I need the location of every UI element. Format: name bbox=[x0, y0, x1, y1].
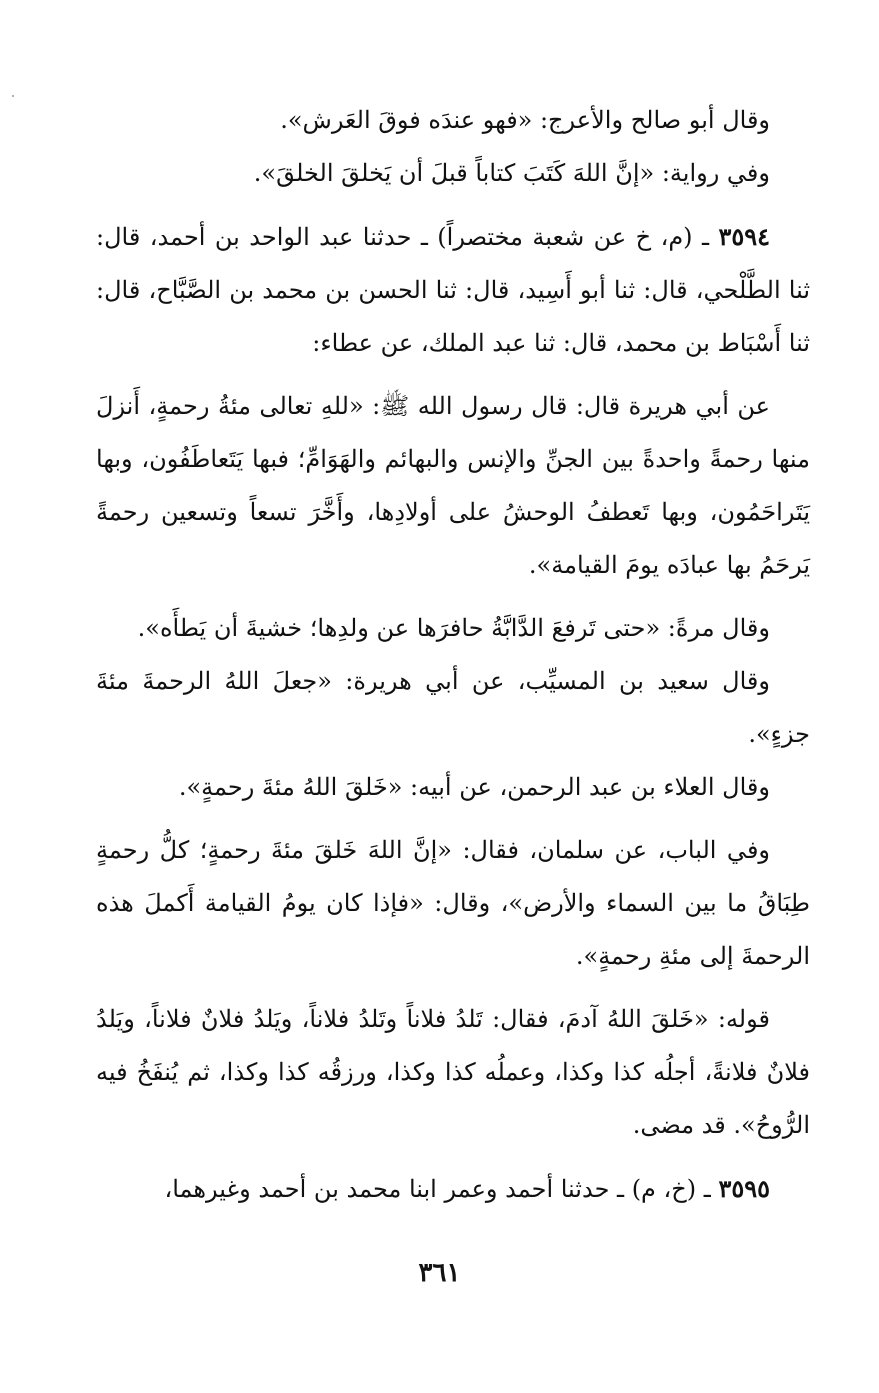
page-number: ٣٦١ bbox=[418, 1258, 461, 1288]
main-text bbox=[96, 94, 810, 1216]
paragraph-abu-salih: وقال أبو صالح والأعرج: «فهو عندَه فوقَ العَرش». bbox=[280, 106, 770, 134]
hadith-number: ٣٥٩٥ bbox=[718, 1174, 770, 1203]
hadith-isnad-text: ـ (خ، م) ـ حدثنا أحمد وعمر ابنا محمد بن أحمد وغيرهما، bbox=[164, 1175, 719, 1203]
paragraph-alaa: وقال العلاء بن عبد الرحمن، عن أبيه: «خَلقَ اللهُ مئةَ رحمةٍ». bbox=[178, 773, 770, 801]
paragraph-ibn-musayyab: وقال سعيد بن المسيِّب، عن أبي هريرة: «جعلَ اللهُ الرحمةَ مئةَ جزءٍ». bbox=[96, 667, 810, 748]
hadith-3595-isnad bbox=[96, 1162, 810, 1216]
hadith-3594-matn: عن أبي هريرة قال: قال رسول الله ﷺ: «للهِ تعالى مئةُ رحمةٍ، أَنزلَ منها رحمةً واحدةً بين الجنِّ والإنس والبهائم والهَوَامِّ؛ فبها يَتَعاطَفُون، وبها يَتَراحَمُون، وبها تَعطفُ الوحشُ على أولادِها، وأَخَّرَ تسعاً وتسعين رحمةً يَرحَمُ بها عبادَه يومَ القيامة». bbox=[96, 392, 811, 579]
paragraph-qawluh: قوله: «خَلقَ اللهُ آدمَ، فقال: تَلدُ فلاناً وتَلدُ فلاناً، ويَلدُ فلانٌ فلاناً، ويَلدُ فلانٌ فلانةً، أجلُه كذا وكذا، وعملُه كذا وكذا، ورزقُه كذا وكذا، ثم يُنفَخُ فيه الرُّوحُ». قد مضى. bbox=[96, 1005, 810, 1139]
paragraph-riwaya: وفي رواية: «إنَّ اللهَ كَتَبَ كتاباً قبلَ أن يَخلقَ الخلقَ». bbox=[253, 159, 770, 187]
paragraph-salman: وفي الباب، عن سلمان، فقال: «إنَّ اللهَ خَلقَ مئةَ رحمةٍ؛ كلُّ رحمةٍ طِبَاقُ ما بين السماء والأرض»، وقال: «فإذا كان يومُ القيامة أَكملَ هذه الرحمةَ إلى مئةِ رحمةٍ». bbox=[96, 836, 810, 970]
hadith-3594-isnad bbox=[96, 210, 810, 370]
hadith-number: ٣٥٩٤ bbox=[718, 222, 770, 251]
paragraph-marra: وقال مرةً: «حتى تَرفعَ الدَّابَّةُ حافرَها عن ولدِها؛ خشيةَ أن يَطأَه». bbox=[137, 614, 770, 642]
hadith-isnad-text: ـ (م، خ عن شعبة مختصراً) ـ حدثنا عبد الواحد بن أحمد، قال: ثنا الطَّلْحي، قال: ثنا أبو أَسِيد، قال: ثنا الحسن بن محمد بن الصَّبَّاح، قال: ثنا أَسْبَاط بن محمد، قال: ثنا عبد الملك، عن عطاء: bbox=[96, 223, 810, 357]
scan-speck bbox=[12, 95, 14, 97]
